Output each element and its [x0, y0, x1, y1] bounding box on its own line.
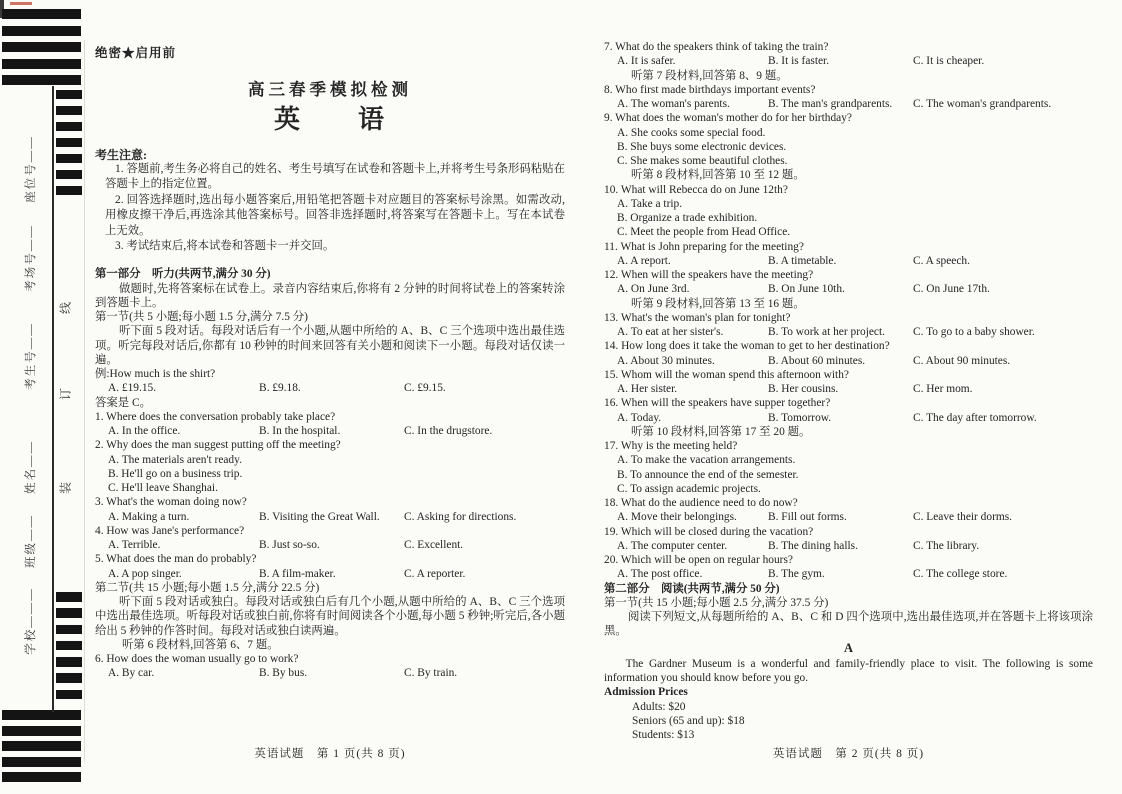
question: 13. What's the woman's plan for tonight?: [604, 311, 791, 324]
subheading: Admission Prices: [604, 686, 688, 699]
security-marking: 绝密★启用前: [95, 46, 177, 60]
instruction-paragraph: 听下面 5 段对话。每段对话后有一个小题,从题中所给的 A、B、C 三个选项中选出最佳选项。听完每段对话后,你都有 10 秒钟的时间来回答有关小题和阅读下一小题。每段对话仅读一遍。: [95, 325, 565, 366]
option: B. Tomorrow.: [768, 411, 832, 424]
option: B. In the hospital.: [259, 425, 341, 438]
subject-title: 英 语: [273, 104, 386, 134]
registration-bar: [56, 186, 82, 195]
option: A. To make the vacation arrangements.: [617, 454, 796, 467]
option: B. Fill out forms.: [768, 511, 847, 524]
option: A. Making a turn.: [108, 510, 190, 523]
question: 9. What does the woman's mother do for her birthday?: [604, 112, 852, 125]
registration-bar: [2, 59, 81, 69]
binding-line: [52, 86, 54, 712]
option: A. It is safer.: [617, 55, 676, 68]
registration-bar: [56, 625, 82, 635]
timing-marks-top: [2, 9, 81, 92]
binding-char: 订: [58, 387, 73, 401]
option: C. The woman's grandparents.: [913, 98, 1052, 110]
option: A. Take a trip.: [617, 197, 683, 210]
notice-item: 2. 回答选择题时,选出每小题答案后,用铅笔把答题卡对应题目的答案标号涂黑。如需改动,用橡皮擦干净后,再选涂其他答案标号。回答非选择题时,将答案写在答题卡上。写在本试卷上无效。: [105, 193, 565, 237]
option: C. Leave their dorms.: [913, 511, 1013, 524]
option: C. In the drugstore.: [404, 425, 493, 438]
option: A. The computer center.: [617, 539, 728, 552]
barcode-strip-bottom: [56, 592, 82, 706]
option: B. To announce the end of the semester.: [617, 468, 799, 481]
option: B. She buys some electronic devices.: [617, 140, 787, 153]
options-row: [95, 424, 565, 438]
option: C. Excellent.: [404, 539, 464, 552]
seal-label: 班级——: [25, 514, 37, 568]
audio-cue: 听第 6 段材料,回答第 6、7 题。: [122, 638, 279, 651]
options-row: [604, 382, 1093, 396]
question: 16. When will the speakers have supper together?: [604, 397, 831, 410]
question: 14. How long does it take the woman to get to her destination?: [604, 340, 890, 353]
seal-label: 座位号——: [25, 135, 37, 203]
option: A. The woman's parents.: [617, 98, 730, 110]
question: 17. Why is the meeting held?: [604, 440, 738, 452]
notice-item: 1. 答题前,考生务必将自己的姓名、考生号填写在试卷和答题卡上,并将考生号条形码粘贴在答题卡上的指定位置。: [105, 163, 565, 191]
options-row: [604, 539, 1093, 553]
registration-bar: [56, 154, 82, 163]
option: A. By car.: [108, 667, 155, 680]
option: C. By train.: [404, 667, 458, 680]
text-line: 例:How much is the shirt?: [95, 368, 216, 381]
subsection-heading: 第二节(共 15 小题;每小题 1.5 分,满分 22.5 分): [95, 581, 320, 594]
info-line: Students: $13: [632, 729, 695, 741]
registration-bar: [56, 90, 82, 99]
info-line: Seniors (65 and up): $18: [632, 714, 745, 727]
registration-bar: [56, 138, 82, 147]
option: C. The day after tomorrow.: [913, 411, 1037, 424]
option: C. Meet the people from Head Office.: [617, 226, 791, 239]
option: A. The materials aren't ready.: [108, 453, 242, 466]
audio-cue: 听第 7 段材料,回答第 8、9 题。: [631, 69, 788, 82]
option: B. Visiting the Great Wall.: [259, 510, 380, 523]
registration-bar: [56, 170, 82, 179]
option: A. Terrible.: [108, 539, 161, 552]
option: A. In the office.: [108, 425, 181, 438]
notice-item: 3. 考试结束后,将本试卷和答题卡一并交回。: [115, 240, 335, 253]
barcode-strip-top: [56, 90, 82, 202]
section-heading: 第一部分 听力(共两节,满分 30 分): [95, 268, 271, 281]
registration-bar: [56, 106, 82, 115]
instruction-paragraph: 阅读下列短文,从每题所给的 A、B、C 和 D 四个选项中,选出最佳选项,并在答题卡上将该项涂黑。: [604, 611, 1093, 638]
option: C. A reporter.: [404, 567, 466, 580]
question: 5. What does the man do probably?: [95, 553, 257, 566]
options-row: [604, 567, 1093, 581]
options-row: [604, 54, 1093, 68]
registration-bar: [56, 641, 82, 651]
option: C. About 90 minutes.: [913, 354, 1011, 367]
question: 12. When will the speakers have the meeting?: [604, 269, 814, 281]
registration-bar: [2, 772, 81, 782]
seal-label: 考场号——: [25, 224, 37, 292]
section-heading: 第二部分 阅读(共两节,满分 50 分): [604, 582, 780, 595]
option: C. It is cheaper.: [913, 55, 985, 68]
options-row: [95, 381, 565, 395]
question: 6. How does the woman usually go to work?: [95, 653, 299, 666]
timing-marks-bottom: [2, 710, 81, 788]
option: A. She cooks some special food.: [617, 126, 766, 139]
question: 10. What will Rebecca do on June 12th?: [604, 183, 788, 196]
page-footer-1: 英语试题 第 1 页(共 8 页): [254, 748, 406, 760]
options-row: [95, 666, 565, 680]
text-line: 答案是 C。: [95, 396, 152, 409]
option: C. The college store.: [913, 568, 1008, 581]
page1-content: [95, 267, 565, 680]
options-row: [604, 97, 1093, 111]
options-row: [604, 354, 1093, 368]
option: A. Her sister.: [617, 383, 678, 395]
binding-char: 线: [58, 301, 73, 315]
registration-bar: [56, 608, 82, 618]
registration-bar: [56, 592, 82, 602]
option: C. Her mom.: [913, 383, 973, 395]
option: B. About 60 minutes.: [768, 354, 866, 367]
question: 2. Why does the man suggest putting off the meeting?: [95, 439, 341, 452]
option: C. She makes some beautiful clothes.: [617, 155, 788, 167]
seal-label: 学校———: [25, 587, 37, 655]
option: A. On June 3rd.: [617, 283, 690, 296]
registration-bar: [2, 726, 81, 736]
question: 3. What's the woman doing now?: [95, 496, 247, 509]
registration-bar: [56, 122, 82, 131]
question: 18. What do the audience need to do now?: [604, 497, 798, 509]
subsection-heading: 第一节(共 5 小题;每小题 1.5 分,满分 7.5 分): [95, 311, 308, 324]
audio-cue: 听第 9 段材料,回答第 13 至 16 题。: [631, 297, 805, 310]
passage-paragraph: The Gardner Museum is a wonderful and family-friendly place to visit. The following is some information you should know before you go.: [604, 657, 1093, 684]
question: 20. Which will be open on regular hours?: [604, 554, 793, 566]
registration-bar: [2, 741, 81, 751]
option: C. The library.: [913, 539, 980, 552]
option: B. Organize a trade exhibition.: [617, 212, 758, 224]
notice-title: 考生注意:: [95, 147, 147, 162]
option: C. A speech.: [913, 254, 970, 267]
option: C. On June 17th.: [913, 283, 990, 296]
binding-char: 装: [58, 481, 73, 495]
option: B. A film-maker.: [259, 567, 336, 580]
registration-bar: [56, 657, 82, 667]
registration-bar: [2, 9, 81, 19]
registration-bar: [2, 26, 81, 36]
registration-bar: [2, 757, 81, 767]
instruction-paragraph: 听下面 5 段对话或独白。每段对话或独白后有几个小题,从题中所给的 A、B、C 三个选项中选出最佳选项。听每段对话或独白前,你将有时间阅读各个小题,每小题 5 秒钟;听完后,各小题给出 5 秒钟的作答时间。每段对话或独白读两遍。: [95, 596, 565, 637]
question: 1. Where does the conversation probably take place?: [95, 410, 336, 423]
question: 19. Which will be closed during the vacation?: [604, 525, 814, 538]
option: A. Move their belongings.: [617, 511, 737, 524]
question: 11. What is John preparing for the meeting?: [604, 240, 804, 253]
registration-bar: [2, 42, 81, 52]
notice-list: [95, 162, 565, 254]
option: A. The post office.: [617, 568, 703, 581]
option: B. By bus.: [259, 667, 308, 680]
red-scan-mark: [10, 2, 32, 5]
option: B. On June 10th.: [768, 283, 845, 296]
option: A. Today.: [617, 411, 662, 424]
option: B. Just so-so.: [259, 539, 320, 552]
option: B. He'll go on a business trip.: [108, 467, 243, 480]
instruction-paragraph: 做题时,先将答案标在试卷上。录音内容结束后,你将有 2 分钟的时间将试卷上的答案转涂到答题卡上。: [95, 282, 565, 309]
option: B. The gym.: [768, 568, 825, 581]
page-footer-2: 英语试题 第 2 页(共 8 页): [772, 748, 925, 760]
option: A. A pop singer.: [108, 567, 182, 580]
option: B. A timetable.: [768, 254, 837, 267]
question: 7. What do the speakers think of taking the train?: [604, 41, 829, 53]
info-line: Adults: $20: [632, 700, 686, 713]
exam-page-1: [95, 38, 565, 681]
registration-bar: [2, 710, 81, 720]
option: A. To eat at her sister's.: [617, 326, 724, 338]
option: B. It is faster.: [768, 55, 830, 68]
options-row: [604, 325, 1093, 339]
options-row: [95, 510, 565, 524]
subsection-heading: 第一节(共 15 小题;每小题 2.5 分,满分 37.5 分): [604, 596, 829, 609]
options-row: [604, 282, 1093, 296]
options-row: [95, 567, 565, 581]
option: C. £9.15.: [404, 382, 446, 395]
passage-label: A: [843, 641, 854, 655]
exam-title: 高三春季模拟检测: [248, 80, 412, 100]
question: 8. Who first made birthdays important events?: [604, 83, 816, 96]
option: B. To work at her project.: [768, 326, 885, 338]
option: B. The man's grandparents.: [768, 98, 893, 110]
option: A. A report.: [617, 254, 671, 267]
option: C. Asking for directions.: [404, 510, 517, 523]
question: 4. How was Jane's performance?: [95, 524, 245, 537]
options-row: [604, 510, 1093, 524]
option: B. £9.18.: [259, 382, 301, 395]
options-row: [604, 254, 1093, 268]
option: B. The dining halls.: [768, 539, 858, 552]
option: C. To assign academic projects.: [617, 482, 761, 495]
page2-content: [604, 40, 1093, 742]
options-row: [604, 411, 1093, 425]
option: C. To go to a baby shower.: [913, 326, 1035, 338]
audio-cue: 听第 10 段材料,回答第 17 至 20 题。: [631, 425, 811, 438]
options-row: [95, 538, 565, 552]
option: A. £19.15.: [108, 382, 157, 395]
question: 15. Whom will the woman spend this afternoon with?: [604, 368, 849, 381]
page-edge-line: [84, 40, 85, 762]
exam-page-2: [604, 40, 1093, 742]
audio-cue: 听第 8 段材料,回答第 10 至 12 题。: [631, 169, 805, 182]
option: A. About 30 minutes.: [617, 354, 715, 367]
registration-bar: [56, 690, 82, 700]
registration-bar: [56, 673, 82, 683]
option: B. Her cousins.: [768, 383, 839, 395]
seal-label: 姓名——: [25, 440, 37, 494]
seal-label: 考生号——: [25, 322, 37, 390]
option: C. He'll leave Shanghai.: [108, 482, 218, 495]
registration-bar: [2, 75, 81, 85]
